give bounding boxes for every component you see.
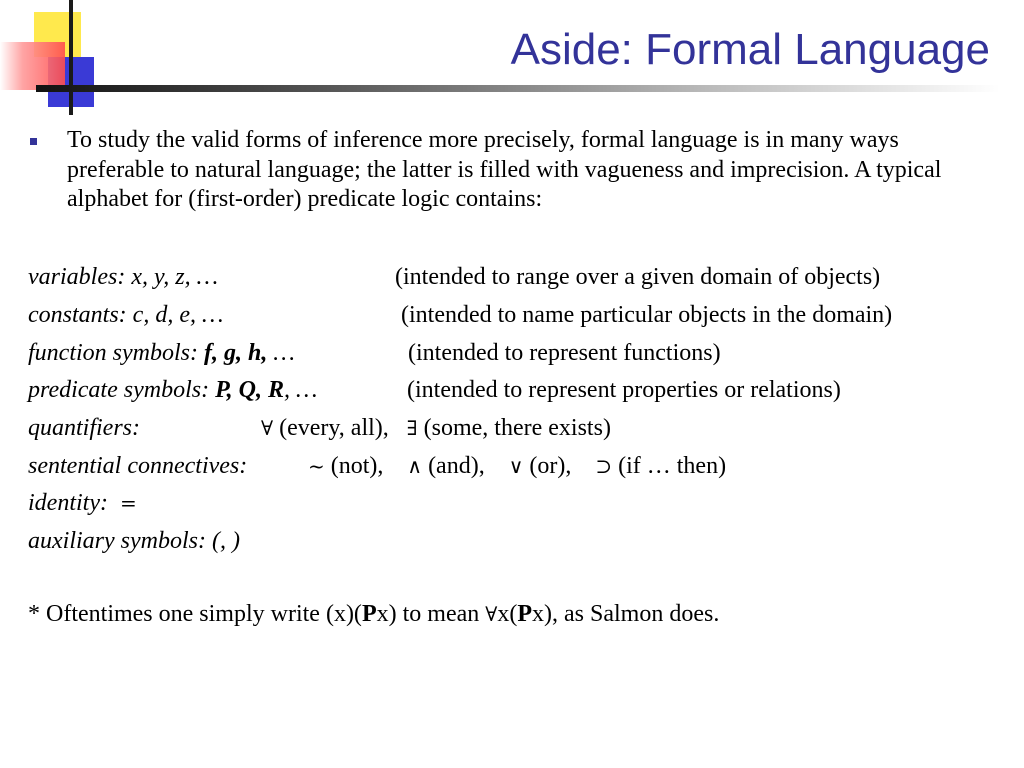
exists-symbol-icon: ∃ (406, 416, 418, 440)
predicate-symbols-list: P, Q, R (215, 377, 284, 403)
intro-paragraph: To study the valid forms of inference more precisely, formal language is in many ways preferable to natural language; the latter is filled with vagueness and imprecision. A typical alphabet for (first-order) predicate logic contains: (67, 127, 942, 212)
conjunction-text: (and), (422, 453, 485, 479)
conditional-text: (if … then) (612, 453, 727, 479)
identity-label: identity: (28, 490, 108, 516)
function-symbols-row (28, 339, 721, 367)
footnote-bold-p1: P (361, 601, 377, 627)
negation-text: (not), (324, 453, 384, 479)
footnote-part4: x), as Salmon does. (532, 601, 720, 627)
footnote-part2: x) to mean (376, 601, 486, 627)
negation-symbol-icon: ~ (308, 454, 325, 478)
red-square-decoration (0, 42, 65, 90)
forall-symbol-icon: ∀ (261, 416, 274, 440)
disjunction-symbol-icon: ∨ (508, 454, 524, 478)
predicate-symbols-row (28, 376, 841, 404)
auxiliary-row (28, 527, 240, 555)
footnote-forall-icon: ∀ (485, 602, 498, 626)
quantifiers-row (28, 414, 611, 442)
title-underline-rule (36, 85, 1000, 92)
square-bullet-icon (30, 138, 37, 145)
variables-description: (intended to range over a given domain of objects) (395, 264, 881, 290)
variables-label: variables: x, y, z, … (28, 264, 218, 290)
function-symbols-label: function symbols: (28, 340, 204, 366)
identity-row (28, 489, 137, 517)
auxiliary-label: auxiliary symbols: (, ) (28, 528, 240, 554)
function-symbols-ellipsis: … (267, 340, 295, 366)
existential-quantifier-text: (some, there exists) (417, 415, 611, 441)
footnote (28, 600, 719, 628)
slide-title: Aside: Formal Language (510, 25, 990, 74)
constants-label: constants: c, d, e, … (28, 302, 224, 328)
connectives-label: sentential connectives: (28, 453, 248, 479)
footnote-bold-p2: P (517, 601, 532, 627)
connectives-values (308, 452, 726, 480)
function-symbols-description: (intended to represent functions) (408, 340, 721, 366)
footnote-part3: x( (497, 601, 518, 627)
variables-row (28, 263, 881, 291)
predicate-symbols-ellipsis: , … (283, 377, 318, 403)
conditional-symbol-icon: ⊃ (595, 454, 613, 478)
footnote-part1: * Oftentimes one simply write (x)( (28, 601, 362, 627)
quantifiers-label: quantifiers: (28, 415, 140, 441)
function-symbols-list: f, g, h, (203, 340, 268, 366)
predicate-symbols-label: predicate symbols: (28, 377, 216, 403)
predicate-symbols-description: (intended to represent properties or relations) (407, 377, 841, 403)
conjunction-symbol-icon: ∧ (407, 454, 423, 478)
universal-quantifier-text: (every, all), (273, 415, 389, 441)
connectives-row (28, 452, 727, 480)
identity-symbol-icon: = (119, 491, 137, 515)
vertical-rule (69, 0, 73, 115)
disjunction-text: (or), (523, 453, 572, 479)
quantifiers-values (261, 414, 611, 442)
constants-row (28, 301, 893, 329)
constants-description: (intended to name particular objects in the domain) (401, 302, 893, 328)
